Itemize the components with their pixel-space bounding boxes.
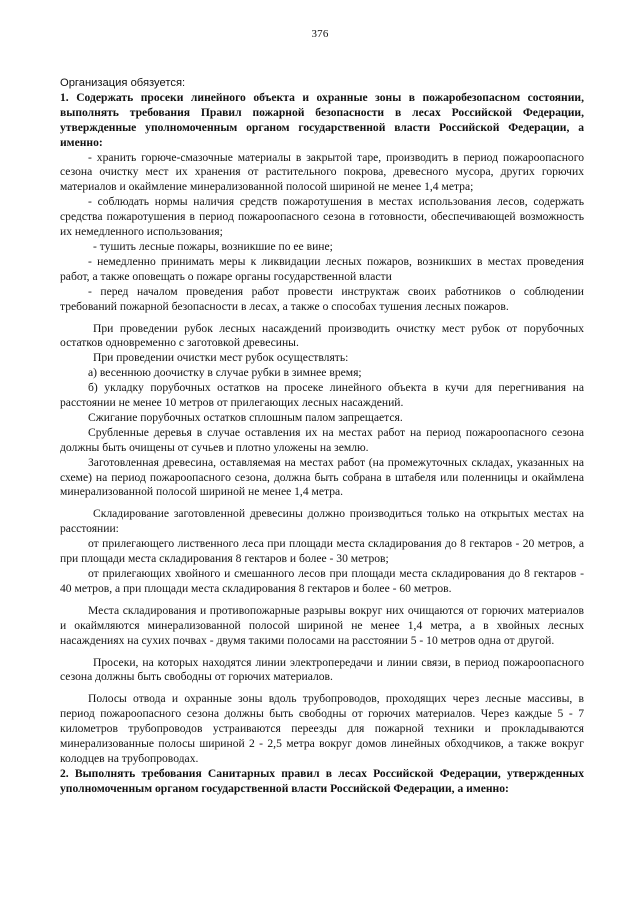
paragraph-pipelines: Полосы отвода и охранные зоны вдоль трубопроводов, проходящих через лесные массивы, в период пожароопасного сезона должны быть свободны от горючих материалов. Через каждые 5 - 7 километров трубопроводов устраиваются переезды для пожарной техники и прокладываются минерализованные полосы шириной 2 - 2,5 метра вокруг домов линейных обходчиков, а также вокруг колодцев на трубопроводах.	[60, 692, 584, 765]
paragraph-residue-piles: б) укладку порубочных остатков на просеке линейного объекта в кучи для перегнивания на расстоянии не менее 10 метров от прилегающих лесных насаждений.	[60, 381, 584, 410]
paragraph-coniferous-distance: от прилегающих хвойного и смешанного лесов при площади места складирования до 8 гектаров - 40 метров, а при площади места складирования 8 гектаров и более - 60 метров.	[60, 567, 584, 595]
document-body	[60, 76, 584, 797]
paragraph-cleanup-intro: При проведении очистки мест рубок осуществлять:	[93, 351, 349, 365]
paragraph-firefighting-equipment: - соблюдать нормы наличия средств пожаротушения в местах использования лесов, содержать средства пожаротушения в период пожароопасного сезона в готовности, обеспечивающей возможность их немедленного использования;	[60, 195, 584, 239]
paragraph-fire-response: - немедленно принимать меры к ликвидации лесных пожаров, возникших в местах проведения работ, а также оповещать о пожаре органы государственной власти	[60, 254, 584, 283]
paragraph-burning-ban: Сжигание порубочных остатков сплошным палом запрещается.	[88, 410, 403, 424]
paragraph-timber-stacks: Заготовленная древесина, оставляемая на местах работ (на промежуточных складах, указанных на схеме) на период пожароопасного сезона, должна быть собрана в штабеля или поленницы и окаймлена минерализованной полосой шириной не менее 1,4 метра.	[60, 455, 584, 499]
section-1-heading: 1. Содержать просеки линейного объекта и охранные зоны в пожаробезопасном состоянии, выполнять требования Правил пожарной безопасности в лесах Российской Федерации, утвержденные уполномоченным органом государственной власти Российской Федерации, а именно:	[60, 90, 584, 149]
paragraph-logging-cleanup: При проведении рубок лесных насаждений производить очистку мест рубок от порубочных остатков одновременно с заготовкой древесины.	[60, 321, 584, 350]
intro-line: Организация обязуется:	[60, 77, 186, 89]
paragraph-power-lines: Просеки, на которых находятся линии электропередачи и линии связи, в период пожароопасного сезона должны быть свободны от горючих материалов.	[60, 655, 584, 684]
paragraph-firebreaks: Места складирования и противопожарные разрывы вокруг них очищаются от горючих материалов и окаймляются минерализованной полосой шириной не менее 1,4 метра, а в хвойных лесных насаждениях на сухих почвах - двумя такими полосами на расстоянии 5 - 10 метров одна от другой.	[60, 603, 584, 647]
page-number: 376	[311, 28, 329, 40]
paragraph-deciduous-distance: от прилегающего лиственного леса при площади места складирования до 8 гектаров - 20 метров, а при площади места складирования 8 гектаров и более - 30 метров;	[60, 537, 584, 566]
paragraph-fuel-storage: - хранить горюче-смазочные материалы в закрытой таре, производить в период пожароопасного сезона очистку мест их хранения от растительного покрова, древесного мусора, других горючих материалов и окаймление минерализованной полосой шириной не менее 1,4 метра;	[60, 150, 584, 194]
paragraph-felled-trees: Срубленные деревья в случае оставления их на местах работ на период пожароопасного сезона должны быть очищены от сучьев и плотно уложены на землю.	[60, 425, 584, 454]
paragraph-extinguish-fires: - тушить лесные пожары, возникшие по ее вине;	[93, 239, 333, 253]
section-2-heading: 2. Выполнять требования Санитарных правил в лесах Российской Федерации, утвержденных уполномоченным органом государственной власти Российской Федерации, а именно:	[60, 766, 584, 795]
paragraph-storage-distance: Складирование заготовленной древесины должно производиться только на открытых местах на расстоянии:	[60, 507, 584, 536]
paragraph-spring-cleanup: а) весеннюю доочистку в случае рубки в зимнее время;	[88, 366, 362, 380]
paragraph-staff-briefing: - перед началом проведения работ провести инструктаж своих работников о соблюдении требований пожарной безопасности в лесах, а также о способах тушения лесных пожаров.	[60, 284, 584, 313]
